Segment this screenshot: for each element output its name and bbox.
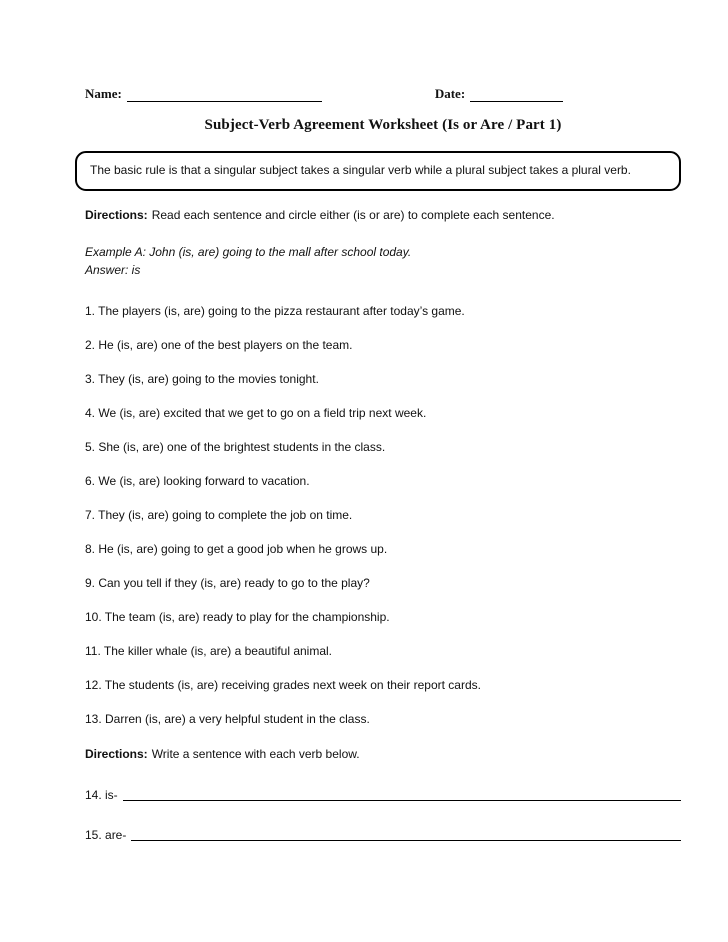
sentence-list bbox=[85, 305, 681, 726]
write-row-is bbox=[85, 788, 681, 802]
sentence-item: 5. She (is, are) one of the brightest students in the class. bbox=[85, 440, 386, 454]
page-title: Subject-Verb Agreement Worksheet (Is or Are / Part 1) bbox=[204, 117, 562, 133]
sentence-item: 10. The team (is, are) ready to play for the championship. bbox=[85, 610, 390, 624]
rule-text: The basic rule is that a singular subject takes a singular verb while a plural subject takes a plural verb. bbox=[90, 163, 631, 177]
sentence-item: 2. He (is, are) one of the best players on the team. bbox=[85, 338, 353, 352]
directions-2 bbox=[85, 747, 681, 762]
sentence-item: 1. The players (is, are) going to the pizza restaurant after today’s game. bbox=[85, 304, 465, 318]
sentence-item: 6. We (is, are) looking forward to vacation. bbox=[85, 474, 310, 488]
sentence-item: 12. The students (is, are) receiving grades next week on their report cards. bbox=[85, 678, 481, 692]
directions-1-label: Directions: bbox=[85, 208, 148, 222]
write-blank-line bbox=[131, 840, 681, 841]
name-label: Name: bbox=[85, 86, 122, 101]
sentence-item: 7. They (is, are) going to complete the job on time. bbox=[85, 508, 353, 522]
sentence-item: 13. Darren (is, are) a very helpful student in the class. bbox=[85, 712, 370, 726]
name-blank-line bbox=[127, 88, 322, 102]
example-block bbox=[85, 243, 681, 279]
rule-box bbox=[75, 151, 681, 191]
write-row-are bbox=[85, 828, 681, 842]
sentence-item: 9. Can you tell if they (is, are) ready to go to the play? bbox=[85, 576, 370, 590]
name-date-row bbox=[85, 86, 681, 102]
write-item-label: 14. is- bbox=[85, 788, 118, 802]
directions-2-label: Directions: bbox=[85, 747, 148, 761]
example-answer-line: Answer: is bbox=[85, 263, 141, 277]
sentence-item: 11. The killer whale (is, are) a beautiful animal. bbox=[85, 644, 333, 658]
directions-1 bbox=[85, 208, 681, 223]
directions-1-text: Read each sentence and circle either (is or are) to complete each sentence. bbox=[151, 208, 555, 222]
sentence-item: 3. They (is, are) going to the movies tonight. bbox=[85, 372, 319, 386]
write-item-label: 15. are- bbox=[85, 828, 127, 842]
date-label: Date: bbox=[434, 86, 466, 101]
sentence-item: 8. He (is, are) going to get a good job when he grows up. bbox=[85, 542, 388, 556]
directions-2-text: Write a sentence with each verb below. bbox=[151, 747, 360, 761]
sentence-item: 4. We (is, are) excited that we get to go on a field trip next week. bbox=[85, 406, 427, 420]
date-blank-line bbox=[470, 88, 563, 102]
write-blank-line bbox=[123, 800, 681, 801]
example-line: Example A: John (is, are) going to the mall after school today. bbox=[85, 245, 412, 259]
